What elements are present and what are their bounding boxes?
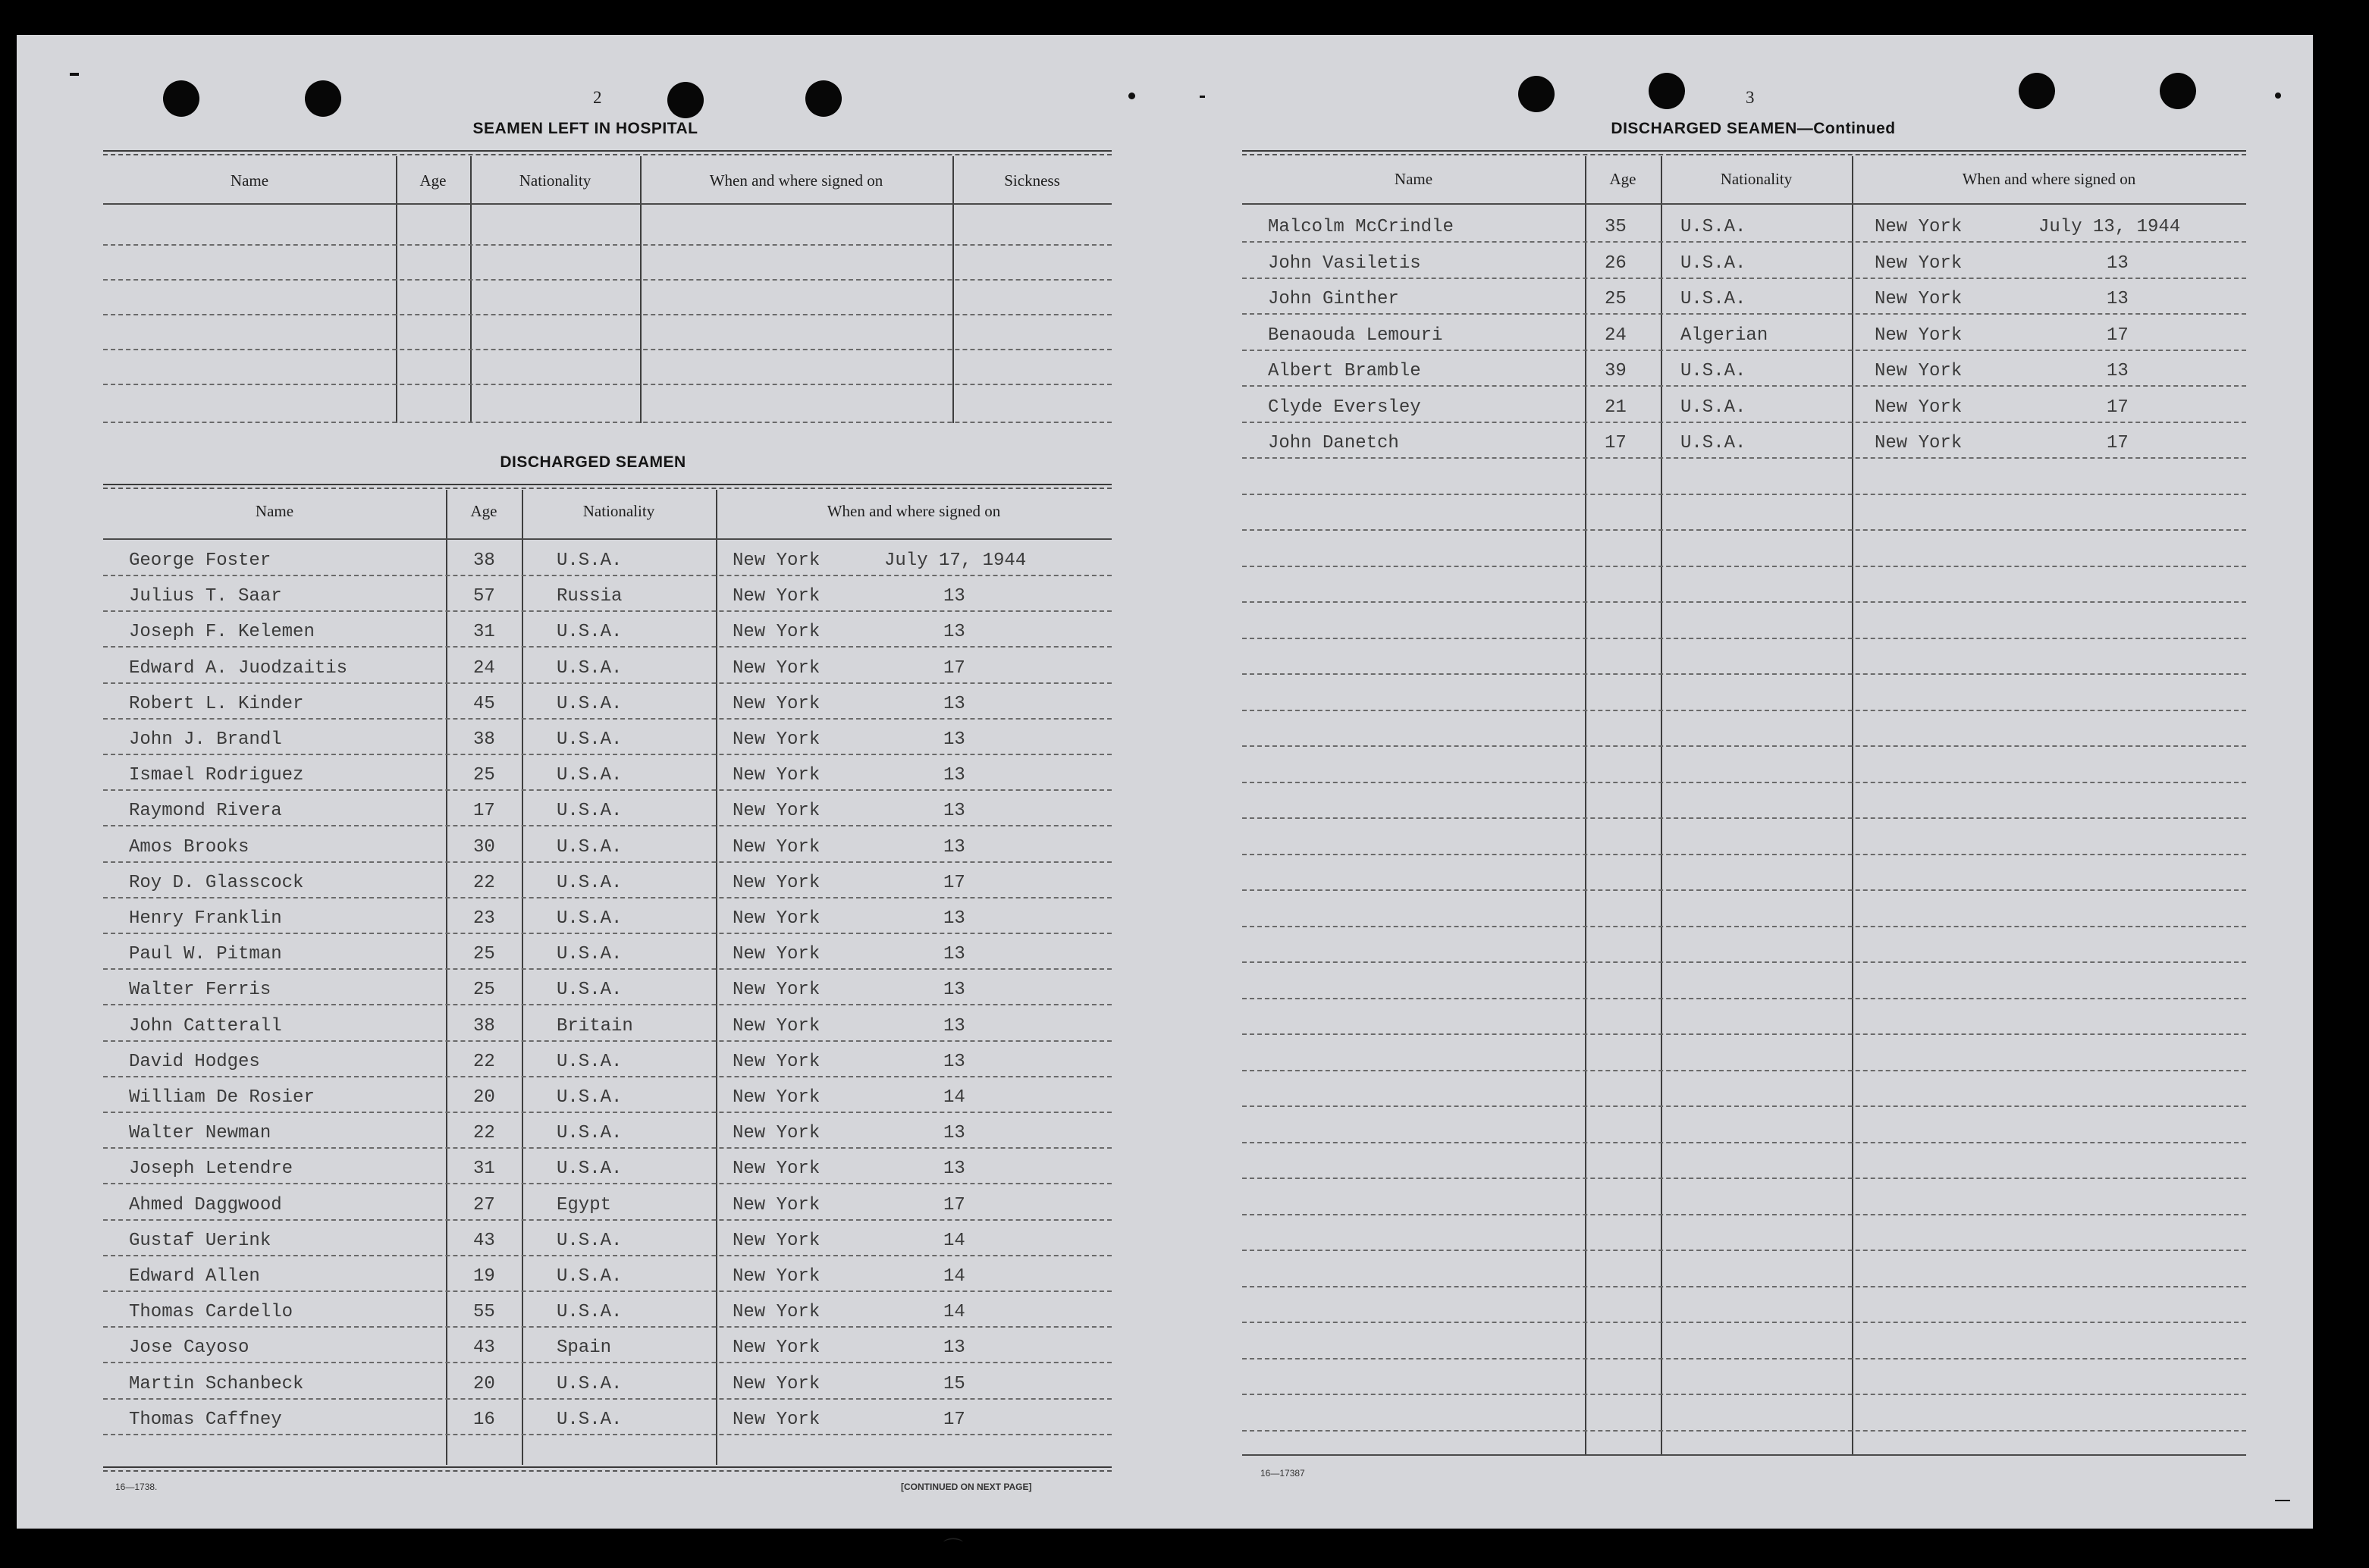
row-rule <box>103 897 1112 898</box>
signed-on-date: July 17, 1944 <box>884 550 1027 571</box>
signed-on-date: 17 <box>943 1409 965 1430</box>
signed-on-place: New York <box>1875 252 1963 274</box>
row-rule <box>103 1398 1112 1400</box>
col-nationality: Nationality <box>582 502 655 520</box>
seaman-age: 31 <box>473 1159 495 1180</box>
seaman-name: David Hodges <box>129 1051 260 1072</box>
seaman-name: Raymond Rivera <box>129 801 282 822</box>
seaman-nationality: U.S.A. <box>557 1159 623 1180</box>
punch-hole <box>1518 76 1555 112</box>
seaman-nationality: Algerian <box>1680 325 1768 346</box>
signed-on-date: 13 <box>943 1123 965 1144</box>
signed-on-place: New York <box>733 908 821 929</box>
seaman-nationality: U.S.A. <box>1680 252 1746 274</box>
seaman-name: John Vasiletis <box>1268 252 1421 274</box>
seaman-name: Albert Bramble <box>1268 361 1421 381</box>
col-age: Age <box>419 171 447 190</box>
seaman-name: Paul W. Pitman <box>129 944 282 965</box>
row-rule <box>103 1147 1112 1149</box>
row-rule <box>1242 745 2246 747</box>
seaman-name: John Catterall <box>129 1015 282 1036</box>
row-rule <box>1242 1286 2246 1287</box>
signed-on-date: 13 <box>943 729 965 750</box>
signed-on-date: 17 <box>2107 433 2129 453</box>
row-rule <box>103 861 1112 863</box>
signed-on-date: July 13, 1944 <box>2038 217 2181 237</box>
signed-on-place: New York <box>733 586 821 607</box>
seaman-nationality: U.S.A. <box>557 1373 623 1394</box>
signed-on-date: 13 <box>2107 289 2129 309</box>
seaman-nationality: U.S.A. <box>557 1087 623 1108</box>
signed-on-place: New York <box>1875 325 1963 346</box>
seaman-age: 26 <box>1605 252 1627 274</box>
continued-note: [CONTINUED ON NEXT PAGE] <box>901 1482 1032 1492</box>
signed-on-date: 17 <box>943 872 965 893</box>
seaman-age: 22 <box>473 1123 495 1144</box>
row-rule <box>1242 961 2246 963</box>
row-rule <box>1242 1178 2246 1179</box>
seaman-age: 20 <box>473 1087 495 1108</box>
row-rule <box>103 575 1112 576</box>
seaman-nationality: U.S.A. <box>1680 433 1746 453</box>
col-name: Name <box>1394 170 1433 188</box>
seaman-nationality: U.S.A. <box>1680 289 1746 309</box>
seaman-age: 30 <box>473 836 495 858</box>
signed-on-place: New York <box>733 1338 821 1359</box>
seaman-nationality: U.S.A. <box>557 729 623 750</box>
seaman-age: 38 <box>473 550 495 571</box>
seaman-age: 57 <box>473 586 495 607</box>
seaman-name: Martin Schanbeck <box>129 1373 304 1394</box>
row-rule <box>1242 1033 2246 1035</box>
row-rule <box>1242 1105 2246 1107</box>
seaman-nationality: U.S.A. <box>557 836 623 858</box>
row-rule <box>1242 1358 2246 1359</box>
seaman-nationality: U.S.A. <box>1680 217 1746 237</box>
row-rule <box>1242 817 2246 819</box>
signed-on-date: 13 <box>943 1015 965 1036</box>
signed-on-place: New York <box>733 944 821 965</box>
row-rule <box>1242 1142 2246 1143</box>
signed-on-date: 13 <box>943 693 965 714</box>
seaman-nationality: U.S.A. <box>557 1302 623 1323</box>
seaman-age: 25 <box>473 765 495 786</box>
row-rule <box>1242 673 2246 675</box>
col-signed-on: When and where signed on <box>1962 170 2136 188</box>
signed-on-date: 13 <box>943 1051 965 1072</box>
seaman-age: 31 <box>473 622 495 643</box>
punch-hole <box>2160 73 2196 109</box>
row-rule <box>1242 422 2246 423</box>
signed-on-date: 14 <box>943 1302 965 1323</box>
row-rule <box>103 1076 1112 1077</box>
signed-on-place: New York <box>733 622 821 643</box>
seaman-name: George Foster <box>129 550 271 571</box>
seaman-name: Walter Newman <box>129 1123 271 1144</box>
signed-on-place: New York <box>1875 361 1963 381</box>
row-rule <box>1242 529 2246 531</box>
row-rule <box>103 1219 1112 1221</box>
seaman-nationality: U.S.A. <box>557 693 623 714</box>
seaman-age: 16 <box>473 1409 495 1430</box>
signed-on-date: 14 <box>943 1266 965 1287</box>
scan-mark: ⌒ <box>943 1538 964 1560</box>
signed-on-place: New York <box>733 765 821 786</box>
punch-hole <box>1649 73 1685 109</box>
discharged-section-title: DISCHARGED SEAMEN <box>500 453 686 471</box>
signed-on-place: New York <box>733 801 821 822</box>
signed-on-date: 17 <box>2107 325 2129 346</box>
seaman-name: John J. Brandl <box>129 729 282 750</box>
seaman-age: 35 <box>1605 217 1627 237</box>
signed-on-date: 17 <box>2107 397 2129 418</box>
seaman-age: 22 <box>473 872 495 893</box>
seaman-nationality: U.S.A. <box>557 1409 623 1430</box>
seaman-name: Clyde Eversley <box>1268 397 1421 418</box>
row-rule <box>103 1290 1112 1292</box>
row-rule <box>1242 350 2246 351</box>
seaman-nationality: Britain <box>557 1015 633 1036</box>
seaman-nationality: U.S.A. <box>557 1123 623 1144</box>
seaman-nationality: U.S.A. <box>557 801 623 822</box>
row-rule <box>103 933 1112 934</box>
row-rule <box>1242 926 2246 927</box>
seaman-nationality: U.S.A. <box>557 1051 623 1072</box>
seaman-age: 17 <box>1605 433 1627 453</box>
seaman-name: Ahmed Daggwood <box>129 1194 282 1215</box>
row-rule <box>103 1112 1112 1113</box>
signed-on-place: New York <box>733 1159 821 1180</box>
signed-on-date: 13 <box>943 801 965 822</box>
seaman-name: Jose Cayoso <box>129 1338 249 1359</box>
punch-hole <box>2019 73 2055 109</box>
signed-on-date: 13 <box>943 765 965 786</box>
col-sickness: Sickness <box>1004 171 1060 190</box>
form-number: 16—1738. <box>115 1482 158 1492</box>
signed-on-place: New York <box>1875 217 1963 237</box>
seaman-age: 22 <box>473 1051 495 1072</box>
signed-on-date: 13 <box>943 586 965 607</box>
col-age: Age <box>1609 170 1636 188</box>
seaman-age: 55 <box>473 1302 495 1323</box>
row-rule <box>103 968 1112 970</box>
seaman-age: 43 <box>473 1230 495 1251</box>
page-number: 3 <box>1746 88 1755 107</box>
row-rule <box>103 718 1112 720</box>
seaman-nationality: U.S.A. <box>557 1230 623 1251</box>
page-number: 2 <box>593 88 602 107</box>
row-rule <box>1242 1430 2246 1432</box>
row-rule <box>1242 457 2246 459</box>
seaman-nationality: U.S.A. <box>557 622 623 643</box>
col-signed-on: When and where signed on <box>709 171 883 190</box>
seaman-nationality: U.S.A. <box>557 908 623 929</box>
signed-on-date: 14 <box>943 1087 965 1108</box>
col-signed-on: When and where signed on <box>827 502 1001 520</box>
signed-on-place: New York <box>733 1087 821 1108</box>
signed-on-place: New York <box>733 729 821 750</box>
hospital-section-title: SEAMEN LEFT IN HOSPITAL <box>472 120 698 137</box>
signed-on-place: New York <box>733 693 821 714</box>
signed-on-place: New York <box>733 872 821 893</box>
row-rule <box>1242 313 2246 315</box>
signed-on-date: 13 <box>943 836 965 858</box>
row-rule <box>103 682 1112 684</box>
row-rule <box>1242 278 2246 279</box>
seaman-age: 21 <box>1605 397 1627 418</box>
seaman-nationality: U.S.A. <box>557 550 623 571</box>
ink-speck <box>1200 96 1205 98</box>
seaman-name: Benaouda Lemouri <box>1268 325 1443 346</box>
punch-hole <box>667 82 704 118</box>
seaman-name: John Danetch <box>1268 433 1399 453</box>
row-rule <box>103 1183 1112 1184</box>
seaman-age: 17 <box>473 801 495 822</box>
seaman-nationality: Spain <box>557 1338 612 1359</box>
signed-on-place: New York <box>1875 289 1963 309</box>
row-rule <box>1242 998 2246 999</box>
ink-speck <box>1128 93 1135 99</box>
signed-on-date: 15 <box>943 1373 965 1394</box>
seaman-name: Walter Ferris <box>129 980 271 1001</box>
row-rule <box>1242 854 2246 855</box>
signed-on-place: New York <box>1875 433 1963 453</box>
signed-on-date: 13 <box>943 944 965 965</box>
signed-on-place: New York <box>733 1015 821 1036</box>
row-rule <box>1242 1394 2246 1395</box>
seaman-nationality: U.S.A. <box>1680 361 1746 381</box>
row-rule <box>1242 710 2246 711</box>
punch-hole <box>305 80 341 117</box>
seaman-name: Thomas Cardello <box>129 1302 293 1323</box>
seaman-name: William De Rosier <box>129 1087 315 1108</box>
seaman-name: Joseph F. Kelemen <box>129 622 315 643</box>
seaman-age: 23 <box>473 908 495 929</box>
row-rule <box>103 1434 1112 1435</box>
signed-on-date: 13 <box>943 622 965 643</box>
row-rule <box>103 1040 1112 1042</box>
seaman-name: Thomas Caffney <box>129 1409 282 1430</box>
seaman-age: 25 <box>473 944 495 965</box>
row-rule <box>1242 241 2246 243</box>
punch-hole <box>163 80 199 117</box>
punch-hole <box>805 80 842 117</box>
form-number: 16—17387 <box>1260 1468 1305 1479</box>
seaman-age: 38 <box>473 729 495 750</box>
signed-on-date: 13 <box>943 980 965 1001</box>
signed-on-place: New York <box>733 1373 821 1394</box>
seaman-nationality: U.S.A. <box>557 1266 623 1287</box>
signed-on-place: New York <box>733 1266 821 1287</box>
seaman-age: 24 <box>1605 325 1627 346</box>
row-rule <box>103 1326 1112 1328</box>
row-rule <box>1242 638 2246 639</box>
seaman-name: Julius T. Saar <box>129 586 282 607</box>
seaman-name: Roy D. Glasscock <box>129 872 304 893</box>
seaman-age: 45 <box>473 693 495 714</box>
seaman-name: Robert L. Kinder <box>129 693 304 714</box>
seaman-name: Joseph Letendre <box>129 1159 293 1180</box>
seaman-name: Edward A. Juodzaitis <box>129 657 348 679</box>
signed-on-place: New York <box>733 836 821 858</box>
seaman-name: Amos Brooks <box>129 836 249 858</box>
seaman-age: 20 <box>473 1373 495 1394</box>
row-rule <box>1242 601 2246 603</box>
seaman-age: 25 <box>473 980 495 1001</box>
row-rule <box>103 789 1112 791</box>
col-nationality: Nationality <box>519 171 591 190</box>
signed-on-date: 17 <box>943 1194 965 1215</box>
row-rule <box>1242 889 2246 891</box>
row-rule <box>1242 566 2246 567</box>
row-rule <box>103 1004 1112 1005</box>
seaman-nationality: U.S.A. <box>557 944 623 965</box>
row-rule <box>1242 1250 2246 1251</box>
signed-on-place: New York <box>733 1194 821 1215</box>
row-rule <box>103 825 1112 826</box>
discharged-continued-title: DISCHARGED SEAMEN—Continued <box>1611 120 1896 137</box>
signed-on-place: New York <box>733 1123 821 1144</box>
seaman-name: Gustaf Uerink <box>129 1230 271 1251</box>
col-nationality: Nationality <box>1720 170 1793 188</box>
seaman-nationality: Egypt <box>557 1194 612 1215</box>
seaman-age: 38 <box>473 1015 495 1036</box>
signed-on-place: New York <box>733 1230 821 1251</box>
row-rule <box>103 754 1112 755</box>
seaman-nationality: U.S.A. <box>557 872 623 893</box>
signed-on-place: New York <box>733 550 821 571</box>
row-rule <box>103 646 1112 648</box>
seaman-nationality: Russia <box>557 586 623 607</box>
signed-on-place: New York <box>733 1409 821 1430</box>
seaman-name: John Ginther <box>1268 289 1399 309</box>
col-name: Name <box>255 502 294 520</box>
row-rule <box>1242 494 2246 495</box>
signed-on-date: 13 <box>2107 252 2129 274</box>
seaman-age: 27 <box>473 1194 495 1215</box>
signed-on-date: 13 <box>943 1338 965 1359</box>
seaman-nationality: U.S.A. <box>557 980 623 1001</box>
seaman-nationality: U.S.A. <box>557 657 623 679</box>
ink-speck <box>2275 93 2281 99</box>
ink-speck <box>2275 1500 2290 1501</box>
signed-on-date: 13 <box>943 1159 965 1180</box>
signed-on-date: 13 <box>943 908 965 929</box>
row-rule <box>1242 1214 2246 1215</box>
scanned-crew-list-sheet <box>17 35 2313 1560</box>
seaman-age: 25 <box>1605 289 1627 309</box>
seaman-name: Ismael Rodriguez <box>129 765 304 786</box>
seaman-age: 19 <box>473 1266 495 1287</box>
seaman-name: Malcolm McCrindle <box>1268 217 1454 237</box>
signed-on-place: New York <box>1875 397 1963 418</box>
seaman-name: Henry Franklin <box>129 908 282 929</box>
signed-on-place: New York <box>733 1302 821 1323</box>
row-rule <box>103 1255 1112 1256</box>
col-name: Name <box>230 171 269 190</box>
col-age: Age <box>470 502 497 520</box>
signed-on-place: New York <box>733 980 821 1001</box>
row-rule <box>1242 1322 2246 1323</box>
signed-on-date: 17 <box>943 657 965 679</box>
signed-on-place: New York <box>733 657 821 679</box>
row-rule <box>1242 782 2246 783</box>
row-rule <box>103 1362 1112 1363</box>
row-rule <box>1242 385 2246 387</box>
signed-on-place: New York <box>733 1051 821 1072</box>
seaman-age: 24 <box>473 657 495 679</box>
signed-on-date: 14 <box>943 1230 965 1251</box>
signed-on-date: 13 <box>2107 361 2129 381</box>
seaman-age: 39 <box>1605 361 1627 381</box>
row-rule <box>1242 1070 2246 1071</box>
seaman-name: Edward Allen <box>129 1266 260 1287</box>
seaman-nationality: U.S.A. <box>1680 397 1746 418</box>
seaman-nationality: U.S.A. <box>557 765 623 786</box>
ink-speck <box>70 73 79 76</box>
row-rule <box>103 610 1112 612</box>
seaman-age: 43 <box>473 1338 495 1359</box>
